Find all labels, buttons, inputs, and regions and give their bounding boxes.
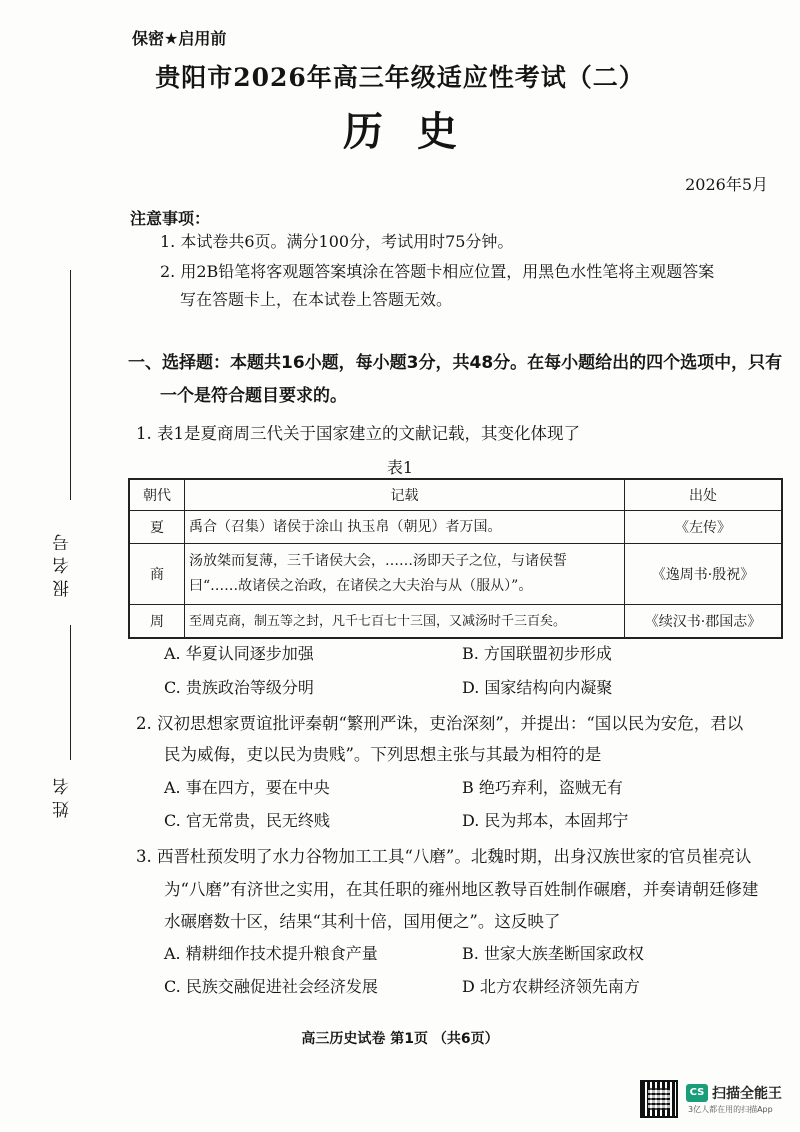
name-label: 姓名 <box>53 772 73 818</box>
notice-item: 2. 用2B铅笔将客观题答案填涂在答题卡相应位置，用黑色水性笔将主观题答案 <box>160 262 715 281</box>
dynasty-cell: 周 <box>129 605 185 639</box>
source-cell: 《逸周书·殷祝》 <box>625 544 783 605</box>
q3-option-b: B. 世家大族垄断国家政权 <box>462 944 644 963</box>
table-row <box>129 544 782 605</box>
record-text: 至周克商，制五等之封，凡千七百七十三国，又减汤时千三百矣。 <box>189 613 567 629</box>
confidential-mark: 保密★启用前 <box>132 29 227 48</box>
record-text: 汤放桀而复薄，三千诸侯大会，……汤即天子之位，与诸侯誓 <box>189 553 567 569</box>
source-cell: 《续汉书·郡国志》 <box>625 605 783 639</box>
record-text: 曰“……故诸侯之治政，在诸侯之大夫治与从（服从）”。 <box>189 578 533 594</box>
dynasty-cell: 商 <box>129 544 185 605</box>
question-1-stem: 1. 表1是夏商周三代关于国家建立的文献记载，其变化体现了 <box>136 424 580 443</box>
record-cell <box>185 544 625 605</box>
table-caption: 表1 <box>386 458 414 477</box>
q2-option-d: D. 民为邦本，本固邦宁 <box>462 811 629 830</box>
scanner-app-name: 扫描全能王 <box>712 1086 782 1102</box>
table-header-record: 记载 <box>185 479 625 511</box>
q3-option-c: C. 民族交融促进社会经济发展 <box>164 977 378 996</box>
exam-title: 贵阳市2026年高三年级适应性考试（二） <box>155 63 645 92</box>
exam-date: 2026年5月 <box>685 175 768 194</box>
section-heading: 一、选择题：本题共16小题，每小题3分，共48分。在每小题给出的四个选项中，只有 <box>128 353 783 373</box>
notice-heading: 注意事项： <box>130 209 211 228</box>
table-row <box>129 605 782 639</box>
question-3-line: 水碾磨数十区，结果“其利十倍，国用便之”。这反映了 <box>164 912 561 931</box>
name-line <box>70 625 71 760</box>
question-2-line: 2. 汉初思想家贾谊批评秦朝“繁刑严诛，吏治深刻”，并提出：“国以民为安危，君以 <box>136 714 744 733</box>
record-text: 禹合（召集）诸侯于涂山 执玉帛（朝见）者万国。 <box>189 518 502 535</box>
q1-option-c: C. 贵族政治等级分明 <box>164 678 314 697</box>
subject-title: 历史 <box>343 108 491 155</box>
record-cell <box>185 605 625 639</box>
notice-item: 写在答题卡上，在本试卷上答题无效。 <box>180 290 453 309</box>
page-footer: 高三历史试卷 第1页 （共6页） <box>301 1031 499 1047</box>
source-cell: 《左传》 <box>625 511 783 544</box>
question-3-line: 为“八磨”有济世之实用，在其任职的雍州地区教导百姓制作碾磨，并奏请朝廷修建 <box>164 880 759 899</box>
record-cell <box>185 511 625 544</box>
scanner-tagline: 3亿人都在用的扫描App <box>688 1105 773 1114</box>
table-header-source: 出处 <box>625 479 783 511</box>
question-2-line: 民为威侮，吏以民为贵贱”。下列思想主张与其最为相符的是 <box>164 745 602 764</box>
qr-code-icon <box>640 1080 678 1118</box>
cs-logo-icon: CS <box>686 1084 708 1102</box>
question-3-line: 3. 西晋杜预发明了水力谷物加工工具“八磨”。北魏时期，出身汉族世家的官员崔亮认 <box>136 847 752 866</box>
dynasty-cell: 夏 <box>129 511 185 544</box>
q2-option-a: A. 事在四方，要在中央 <box>164 778 330 797</box>
reg-number-label: 报名号 <box>53 528 73 597</box>
table-row <box>129 511 782 544</box>
q3-option-d: D 北方农耕经济领先南方 <box>462 977 640 996</box>
section-heading-cont: 一个是符合题目要求的。 <box>160 386 347 406</box>
q1-option-a: A. 华夏认同逐步加强 <box>164 644 314 663</box>
notice-item: 1. 本试卷共6页。满分100分，考试用时75分钟。 <box>160 232 514 251</box>
q2-option-c: C. 官无常贵，民无终贱 <box>164 811 330 830</box>
q1-option-d: D. 国家结构向内凝聚 <box>462 678 613 697</box>
table-header-dynasty: 朝代 <box>129 479 185 511</box>
q2-option-b: B 绝巧弃利，盗贼无有 <box>462 778 623 797</box>
table-1 <box>128 478 783 639</box>
q3-option-a: A. 精耕细作技术提升粮食产量 <box>164 944 378 963</box>
q1-option-b: B. 方国联盟初步形成 <box>462 644 612 663</box>
